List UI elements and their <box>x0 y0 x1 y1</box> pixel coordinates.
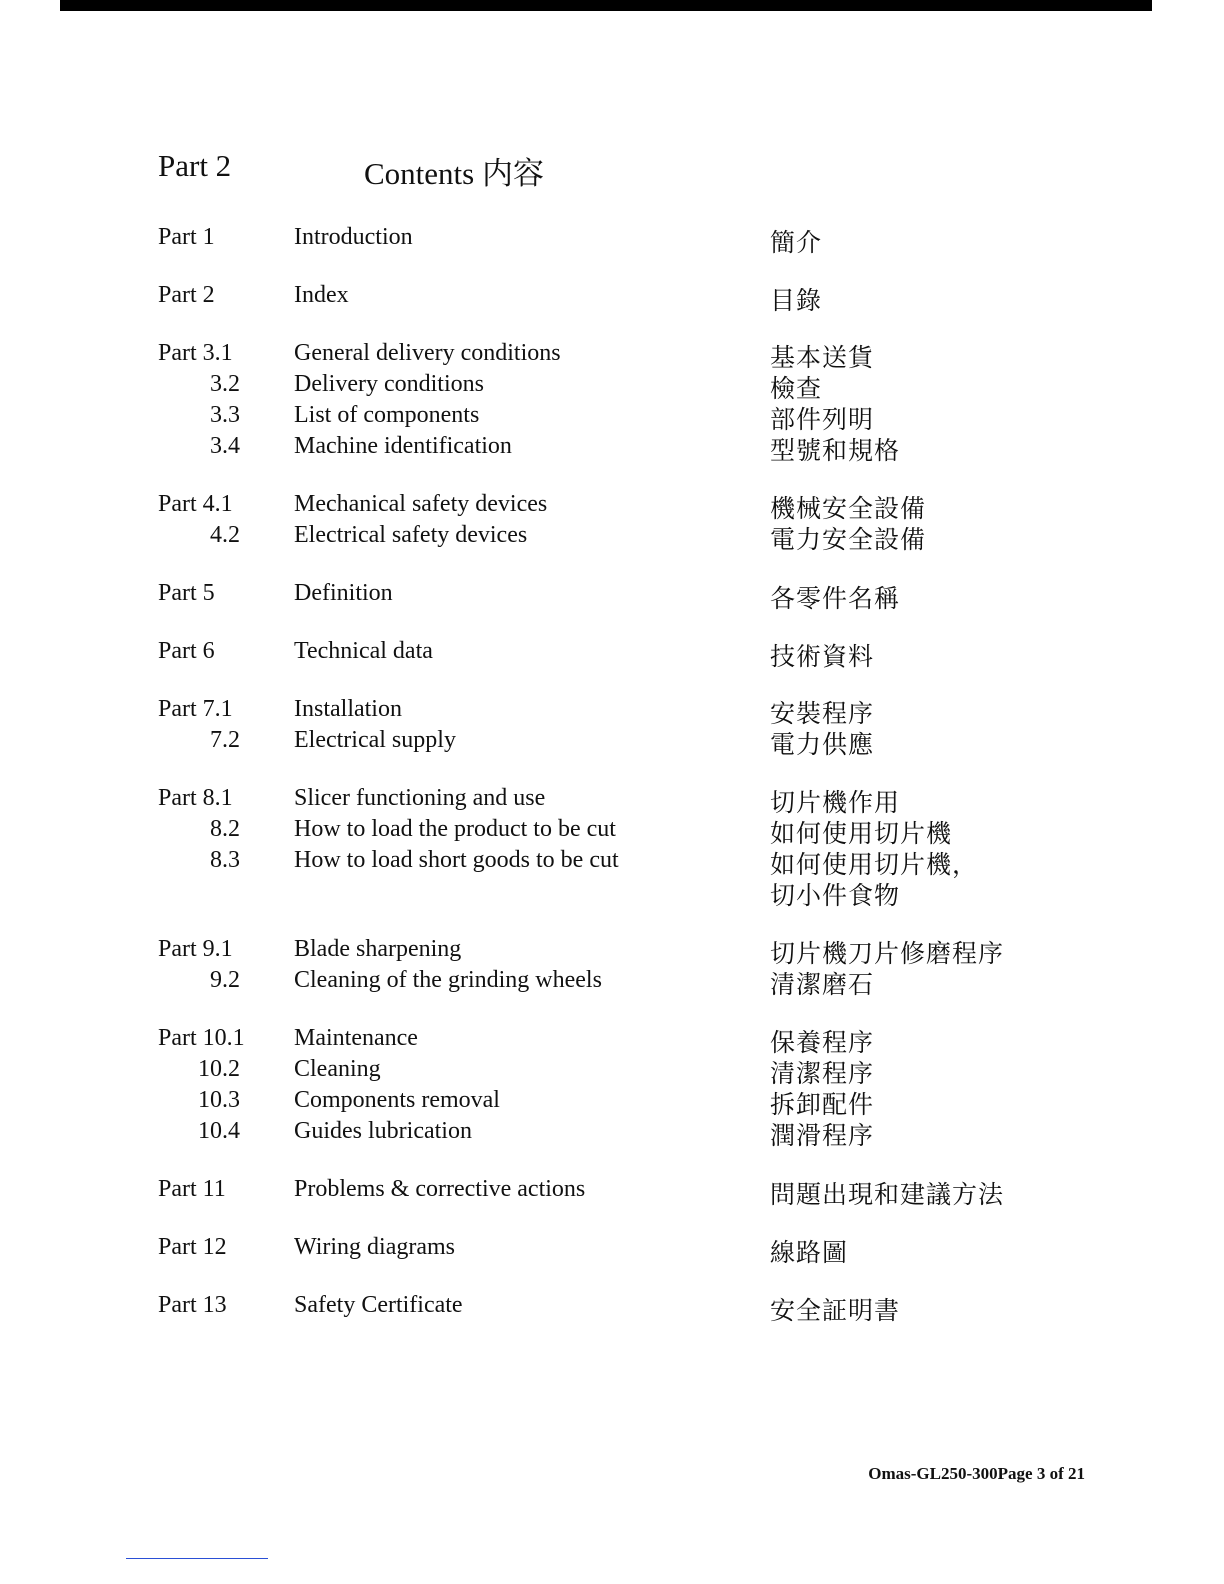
toc-entry <box>158 814 1078 848</box>
toc-entry-number: Part 13 <box>158 1292 227 1318</box>
toc-section <box>158 578 1078 613</box>
toc-entry-english-title: Slicer functioning and use <box>294 785 546 811</box>
toc-entry-chinese-title: 基本送貨 <box>770 343 875 372</box>
toc-entry <box>158 280 1078 315</box>
toc-entry-english-title: Mechanical safety devices <box>294 491 548 517</box>
toc-entry-chinese-title: 電力安全設備 <box>770 525 927 554</box>
toc-entry <box>158 578 1078 613</box>
toc-section <box>158 222 1078 257</box>
toc-entry <box>158 876 1078 910</box>
toc-entry-number: 10.3 <box>198 1087 240 1113</box>
toc-entry <box>158 783 1078 817</box>
toc-entry <box>158 845 1078 879</box>
toc-entry-chinese-title: 電力供應 <box>770 730 875 759</box>
toc-entry-chinese-title: 部件列明 <box>770 405 875 434</box>
toc-entry-chinese-title: 切片機刀片修磨程序 <box>770 939 1005 968</box>
toc-entry-english-title: Wiring diagrams <box>294 1234 455 1260</box>
toc-entry-english-title: Introduction <box>294 224 413 250</box>
toc-entry-chinese-title: 潤滑程序 <box>770 1121 875 1150</box>
toc-entry-english-title: Components removal <box>294 1087 500 1113</box>
toc-entry-english-title: Machine identification <box>294 433 512 459</box>
toc-section <box>158 1232 1078 1267</box>
toc-entry-number: 8.2 <box>210 816 240 842</box>
toc-entry-english-title: Definition <box>294 580 393 606</box>
toc-entry-number: 4.2 <box>210 522 240 548</box>
toc-entry-number: 8.3 <box>210 847 240 873</box>
toc-entry-english-title: How to load short goods to be cut <box>294 847 619 873</box>
toc-entry <box>158 369 1078 403</box>
toc-entry-number: 9.2 <box>210 967 240 993</box>
toc-entry-chinese-title: 簡介 <box>770 228 823 257</box>
toc-entry-chinese-title: 清潔程序 <box>770 1059 875 1088</box>
toc-section <box>158 694 1078 759</box>
toc-entry-number: Part 1 <box>158 224 215 250</box>
toc-entry-chinese-title: 線路圖 <box>770 1238 849 1267</box>
toc-entry-english-title: List of components <box>294 402 480 428</box>
toc-entry-english-title: How to load the product to be cut <box>294 816 616 842</box>
toc-entry-number: 10.2 <box>198 1056 240 1082</box>
toc-entry-english-title: Installation <box>294 696 402 722</box>
toc-entry-number: Part 5 <box>158 580 215 606</box>
toc-section <box>158 338 1078 465</box>
toc-entry-english-title: Index <box>294 282 349 308</box>
toc-entry-chinese-title: 機械安全設備 <box>770 494 927 523</box>
toc-entry-number: Part 7.1 <box>158 696 233 722</box>
toc-entry <box>158 489 1078 523</box>
toc-entry-chinese-title: 切小件食物 <box>770 881 901 910</box>
page-footer: Omas-GL250-300Page 3 of 21 <box>868 1464 1085 1483</box>
toc-entry-english-title: General delivery conditions <box>294 340 561 366</box>
toc-entry-number: Part 6 <box>158 638 215 664</box>
toc-entry-chinese-title: 目錄 <box>770 286 823 315</box>
toc-entry-english-title: Problems & corrective actions <box>294 1176 586 1202</box>
top-border-rule <box>60 0 1152 11</box>
toc-entry-number: 3.2 <box>210 371 240 397</box>
toc-section <box>158 1290 1078 1325</box>
heading-part-label: Part 2 <box>158 148 232 183</box>
toc-entry-number: 10.4 <box>198 1118 240 1144</box>
toc-entry-chinese-title: 如何使用切片機， <box>770 850 979 879</box>
toc-entry <box>158 338 1078 372</box>
toc-entry <box>158 431 1078 465</box>
toc-entry-chinese-title: 安全証明書 <box>770 1296 901 1325</box>
toc-entry-chinese-title: 如何使用切片機 <box>770 819 953 848</box>
toc-section <box>158 489 1078 554</box>
toc-entry <box>158 1023 1078 1057</box>
toc-section <box>158 1174 1078 1209</box>
table-of-contents <box>158 222 1078 1348</box>
toc-entry <box>158 934 1078 968</box>
toc-entry <box>158 1174 1078 1209</box>
toc-entry-chinese-title: 各零件名稱 <box>770 584 901 613</box>
toc-entry <box>158 222 1078 257</box>
toc-entry-english-title: Cleaning of the grinding wheels <box>294 967 602 993</box>
toc-entry <box>158 694 1078 728</box>
toc-entry-english-title: Safety Certificate <box>294 1292 463 1318</box>
toc-entry <box>158 1232 1078 1267</box>
toc-entry <box>158 1116 1078 1150</box>
toc-entry-chinese-title: 切片機作用 <box>770 788 901 817</box>
toc-entry-english-title: Technical data <box>294 638 433 664</box>
toc-entry-chinese-title: 安裝程序 <box>770 699 875 728</box>
toc-entry <box>158 636 1078 671</box>
toc-section <box>158 934 1078 999</box>
toc-entry-number: Part 8.1 <box>158 785 233 811</box>
toc-entry-number: Part 4.1 <box>158 491 233 517</box>
toc-section <box>158 280 1078 315</box>
toc-entry-number: Part 3.1 <box>158 340 233 366</box>
toc-entry-english-title: Guides lubrication <box>294 1118 472 1144</box>
toc-entry <box>158 1290 1078 1325</box>
toc-entry-chinese-title: 問題出現和建議方法 <box>770 1180 1005 1209</box>
toc-section <box>158 636 1078 671</box>
toc-section <box>158 783 1078 910</box>
toc-entry-english-title: Cleaning <box>294 1056 381 1082</box>
toc-entry-chinese-title: 技術資料 <box>770 642 875 671</box>
toc-entry-number: Part 11 <box>158 1176 226 1202</box>
toc-entry-english-title: Maintenance <box>294 1025 418 1051</box>
toc-entry <box>158 520 1078 554</box>
toc-entry-number: 3.4 <box>210 433 240 459</box>
toc-entry-number: Part 10.1 <box>158 1025 245 1051</box>
toc-entry <box>158 1085 1078 1119</box>
toc-entry <box>158 1054 1078 1088</box>
toc-entry-chinese-title: 保養程序 <box>770 1028 875 1057</box>
toc-entry-chinese-title: 拆卸配件 <box>770 1090 875 1119</box>
toc-entry-number: 3.3 <box>210 402 240 428</box>
toc-entry-number: Part 9.1 <box>158 936 233 962</box>
toc-entry-english-title: Electrical safety devices <box>294 522 528 548</box>
toc-entry-number: Part 2 <box>158 282 215 308</box>
toc-entry <box>158 725 1078 759</box>
toc-entry <box>158 965 1078 999</box>
toc-entry-english-title: Electrical supply <box>294 727 456 753</box>
toc-entry <box>158 400 1078 434</box>
toc-entry-english-title: Delivery conditions <box>294 371 484 397</box>
toc-entry-chinese-title: 型號和規格 <box>770 436 901 465</box>
toc-entry-english-title: Blade sharpening <box>294 936 462 962</box>
toc-entry-number: Part 12 <box>158 1234 227 1260</box>
footer-link-underline <box>126 1558 268 1559</box>
toc-entry-chinese-title: 檢查 <box>770 374 823 403</box>
page-title: Contents 内容 <box>364 156 544 191</box>
toc-entry-number: 7.2 <box>210 727 240 753</box>
toc-entry-chinese-title: 清潔磨石 <box>770 970 875 999</box>
toc-section <box>158 1023 1078 1150</box>
